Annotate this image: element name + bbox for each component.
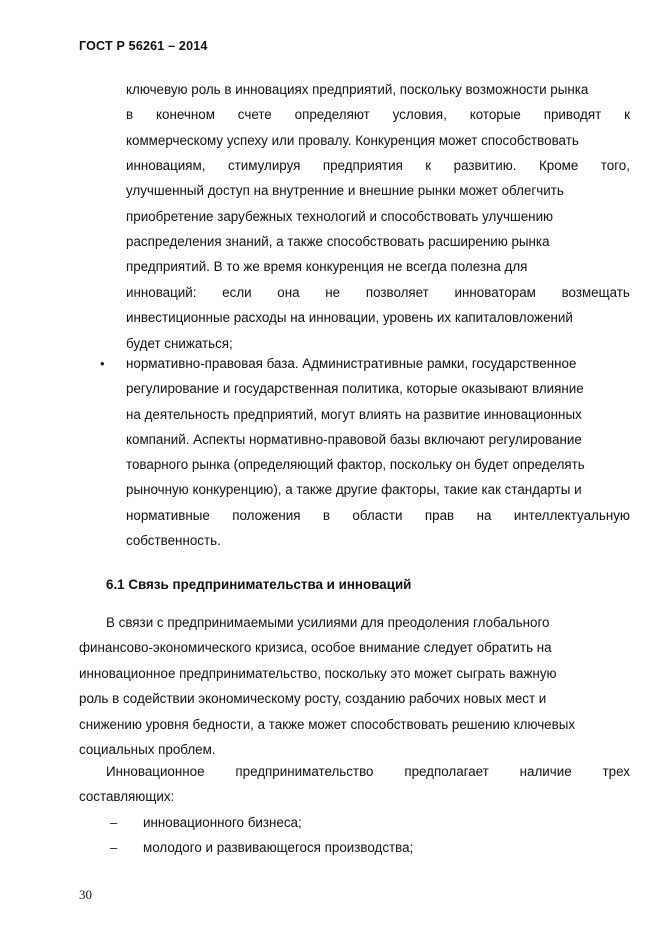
text-word: инвестиционные расходы на инновации, уровень их капиталовложений (126, 310, 573, 326)
text-line (126, 81, 630, 99)
text-line (126, 182, 630, 200)
text-word: коммерческому успеху или провалу. Конкуренция может способствовать (126, 132, 579, 148)
dash-marker: – (110, 815, 118, 830)
text-word: приводят (543, 107, 602, 123)
text-word: инноваторам (454, 284, 536, 300)
dash-item: молодого и развивающегося производства; (143, 840, 414, 855)
text-word: к (425, 158, 432, 174)
text-word: распределения знаний, а также способствовать расширению рынка (126, 234, 550, 250)
text-word: если (222, 284, 252, 300)
text-line (126, 157, 630, 175)
text-word: улучшенный доступ на внутренние и внешние рынки может облегчить (126, 183, 564, 199)
text-word: нормативно-правовая база. Административные рамки, государственное (126, 356, 577, 371)
text-word: того, (600, 158, 630, 174)
text-word: В связи с предпринимаемыми усилиями для преодоления глобального (106, 615, 550, 630)
text-word: области (352, 507, 403, 523)
text-line (106, 763, 630, 781)
text-word: инноваций: (126, 284, 197, 300)
text-word: рыночную конкуренцию), а также другие факторы, такие как стандарты и (126, 482, 582, 498)
text-line (106, 614, 630, 632)
text-word: счете (237, 107, 272, 123)
text-word: на (476, 507, 492, 523)
text-word: предприятия (322, 158, 403, 174)
text-line (79, 665, 630, 683)
text-word: развитию. (453, 158, 517, 174)
text-line (126, 309, 630, 327)
text-line (126, 380, 630, 398)
text-line (126, 456, 630, 474)
text-word: будет снижаться; (126, 335, 233, 351)
text-word: стимулируя (227, 158, 301, 174)
text-word: компаний. Аспекты нормативно-правовой базы включают регулирование (126, 431, 582, 447)
text-line (126, 406, 630, 424)
text-line (126, 481, 630, 499)
text-word: конечном (156, 107, 215, 123)
text-word: регулирование и государственная политика, которые оказывают влияние (126, 381, 584, 397)
text-word: роль в содействии экономическому росту, созданию рабочих новых мест и (79, 691, 547, 707)
text-line (126, 233, 630, 251)
text-word: социальных проблем. (79, 742, 216, 757)
text-word: определяют (294, 107, 370, 123)
document-header: ГОСТ Р 56261 – 2014 (79, 39, 208, 53)
text-word: на деятельность предприятий, могут влиять на развитие инновационных (126, 406, 582, 422)
text-word: составляющих: (79, 789, 175, 804)
text-line (79, 716, 630, 734)
text-line (126, 106, 630, 124)
text-line (126, 132, 630, 150)
text-line (126, 355, 630, 373)
text-word: снижению уровня бедности, а также может способствовать решению ключевых (79, 716, 576, 732)
text-word: к (624, 107, 630, 123)
text-word: инновациям, (126, 158, 206, 174)
text-word: нормативные (126, 507, 210, 523)
text-word: позволяет (365, 284, 429, 300)
text-word: приобретение зарубежных технологий и способствовать улучшению (126, 208, 554, 224)
text-line (79, 788, 630, 806)
text-line (79, 741, 630, 759)
text-word: Инновационное (106, 764, 205, 779)
text-word: финансово-экономического кризиса, особое внимание следует обратить на (79, 640, 552, 656)
text-word: прав (424, 507, 455, 523)
section-title: 6.1 Связь предпринимательства и инноваций (106, 577, 412, 592)
page-number: 30 (79, 887, 92, 902)
text-line (126, 284, 630, 302)
text-word: предприятий. В то же время конкуренция не всегда полезна для (126, 259, 528, 275)
text-line (126, 208, 630, 226)
text-word: предполагает (404, 764, 489, 779)
text-word: интеллектуальную (513, 507, 630, 523)
text-word: в (126, 107, 134, 123)
text-line (126, 507, 630, 525)
text-word: ключевую роль в инновациях предприятий, поскольку возможности рынка (126, 82, 589, 97)
bullet-marker: • (100, 356, 105, 371)
text-word: в (322, 507, 330, 523)
text-word: предпринимательство (235, 764, 374, 779)
dash-marker: – (110, 840, 118, 855)
text-word: товарного рынка (определяющий фактор, поскольку он будет определять (126, 457, 585, 472)
text-word: собственность. (126, 532, 221, 548)
text-word: не (325, 284, 341, 300)
text-line (126, 335, 630, 353)
text-word: она (277, 284, 300, 300)
text-word: положения (232, 507, 301, 523)
text-line (79, 690, 630, 708)
text-line (126, 258, 630, 276)
text-word: трех (602, 764, 630, 779)
text-word: которые (469, 107, 521, 123)
text-word: инновационное предпринимательство, поскольку это может сыграть важную (79, 665, 557, 681)
text-line (126, 532, 630, 550)
text-line (126, 431, 630, 449)
text-word: наличие (519, 764, 572, 779)
text-line (79, 639, 630, 657)
text-word: условия, (392, 107, 447, 123)
text-word: возмещать (561, 284, 630, 300)
text-word: Кроме (538, 158, 579, 174)
dash-item: инновационного бизнеса; (143, 815, 302, 830)
